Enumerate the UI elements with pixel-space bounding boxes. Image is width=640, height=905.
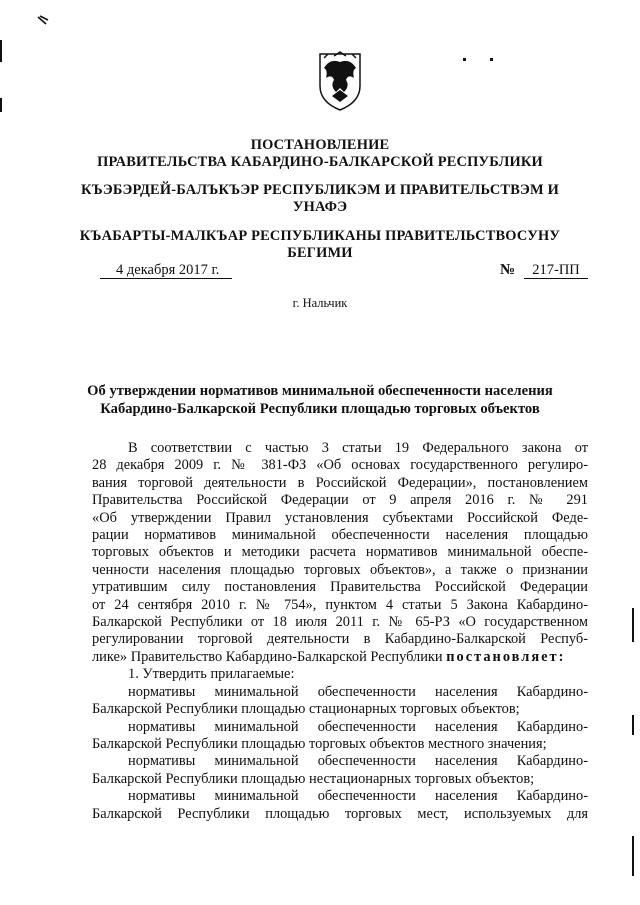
body-line: В соответствии с частью 3 статьи 19 Федерального закона от	[128, 440, 588, 456]
header-title: ПОСТАНОВЛЕНИЕ	[250, 137, 390, 153]
body-line: рации нормативов минимальной обеспеченности населения площадью	[92, 527, 588, 544]
header-block-kabardian	[0, 182, 640, 216]
norm-2-line1: нормативы минимальной обеспеченности населения Кабардино-	[128, 718, 588, 735]
document-title-line2: Кабардино-Балкарской Республики площадью торговых объектов	[100, 401, 540, 417]
document-title	[60, 382, 580, 418]
norm-2-line2: Балкарской Республики площадью торговых объектов местного значения;	[92, 735, 547, 752]
scan-edge-mark	[632, 836, 634, 876]
body-line: от 24 сентября 2010 г. № 754», пунктом 4 статьи 5 Закона Кабардино-	[92, 596, 588, 613]
header-balkar-line1: КЪАБАРТЫ-МАЛКЪАР РЕСПУБЛИКАНЫ ПРАВИТЕЛЬСТВОСУНУ	[79, 228, 561, 244]
scan-edge-mark	[0, 98, 2, 112]
scan-edge-mark	[632, 608, 634, 642]
body-line: регулировании торговой деятельности в Кабардино-Балкарской Респуб-	[92, 631, 588, 648]
body-line: вания торговой деятельности в Российской Федерации», постановлением	[92, 474, 588, 491]
header-balkar-line2: БЕГИМИ	[287, 245, 353, 261]
resolution-keyword: постановляет:	[446, 648, 566, 665]
document-date: 4 декабря 2017 г.	[100, 262, 232, 279]
header-block-balkar	[0, 228, 640, 262]
body-line: ченности населения площадью торговых объектов», а также о признании	[92, 561, 588, 578]
document-number: 217-ПП	[524, 262, 588, 279]
scan-edge-mark	[0, 40, 2, 62]
norm-3-line2: Балкарской Республики площадью нестационарных торговых объектов;	[92, 770, 535, 787]
scan-mark-icon	[36, 14, 52, 28]
body-line: 28 декабря 2009 г. № 381-ФЗ «Об основах государственного регулиро-	[92, 457, 588, 474]
header-kabardian-line2: УНАФЭ	[292, 199, 348, 215]
document-body	[92, 440, 588, 823]
body-line	[92, 649, 588, 666]
scan-dot	[490, 58, 493, 61]
norm-3-line1: нормативы минимальной обеспеченности населения Кабардино-	[128, 753, 588, 770]
norm-1-line1: нормативы минимальной обеспеченности населения Кабардино-	[128, 683, 588, 700]
body-line: «Об утверждении Правил установления субъектами Российской Феде-	[92, 509, 588, 526]
document-title-line1: Об утверждении нормативов минимальной обеспеченности населения	[87, 383, 553, 399]
document-city: г. Нальчик	[292, 296, 348, 310]
document-number-label: №	[500, 262, 516, 278]
header-kabardian-line1: КЪЭБЭРДЕЙ-БАЛЪКЪЭР РЕСПУБЛИКЭМ И ПРАВИТЕЛЬСТВЭМ И	[81, 182, 559, 198]
header-subtitle: ПРАВИТЕЛЬСТВА КАБАРДИНО-БАЛКАРСКОЙ РЕСПУБЛИКИ	[97, 154, 543, 170]
norm-1-line2: Балкарской Республики площадью стационарных торговых объектов;	[92, 701, 520, 718]
scan-dot	[463, 58, 466, 61]
body-line: Правительства Российской Федерации от 9 апреля 2016 г. № 291	[92, 492, 588, 509]
body-line: утратившим силу постановления Правительства Российской Федерации	[92, 579, 588, 596]
item-1: 1. Утвердить прилагаемые:	[128, 666, 295, 683]
body-line: Балкарской Республики от 18 июля 2011 г. № 65-РЗ «О государственном	[92, 614, 588, 631]
norm-4-line1: нормативы минимальной обеспеченности населения Кабардино-	[128, 788, 588, 805]
coat-of-arms-icon	[312, 48, 368, 112]
header-block-russian	[0, 137, 640, 171]
scan-edge-mark	[632, 715, 634, 735]
norm-4-line2: Балкарской Республики площадью торговых мест, используемых для	[92, 805, 588, 822]
body-line-text: лике» Правительство Кабардино-Балкарской Республики	[92, 648, 443, 665]
body-line: торговых объектов и методики расчета нормативов минимальной обеспе-	[92, 544, 588, 561]
